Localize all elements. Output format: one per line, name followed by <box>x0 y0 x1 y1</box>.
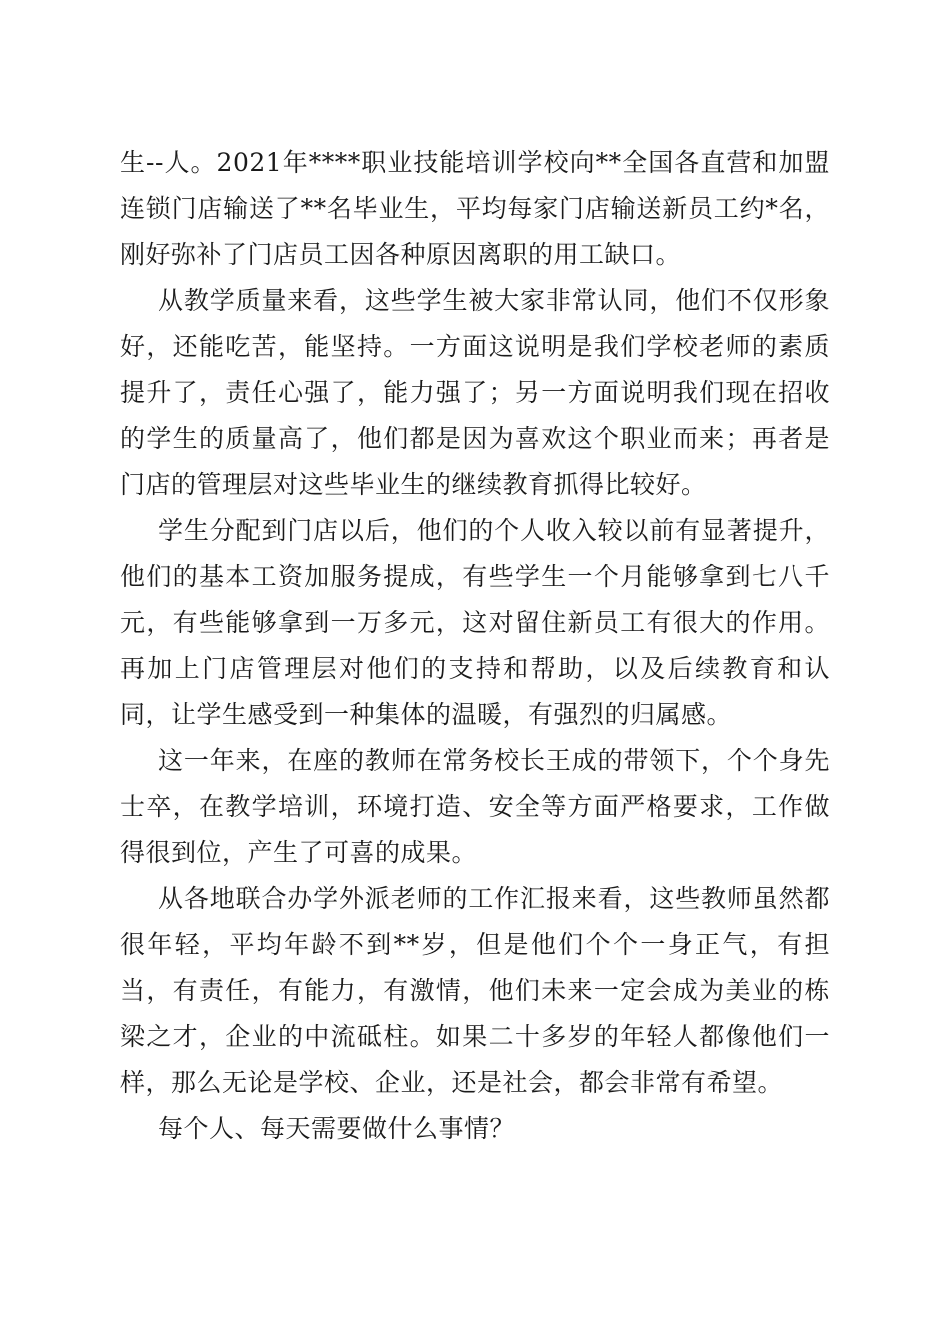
document-body <box>120 140 830 1152</box>
paragraph-dispatched-teachers: 从各地联合办学外派老师的工作汇报来看，这些教师虽然都很年轻，平均年龄不到**岁，但是他们个个一身正气，有担当，有责任，有能力，有激情，他们未来一定会成为美业的栋梁之才，企业的中流砥柱。如果二十多岁的年轻人都像他们一样，那么无论是学校、企业，还是社会，都会非常有希望。 <box>120 884 830 1097</box>
paragraph-teaching-quality: 从教学质量来看，这些学生被大家非常认同，他们不仅形象好，还能吃苦，能坚持。一方面这说明是我们学校老师的素质提升了，责任心强了，能力强了；另一方面说明我们现在招收的学生的质量高了，他们都是因为喜欢这个职业而来；再者是门店的管理层对这些毕业生的继续教育抓得比较好。 <box>120 286 830 499</box>
paragraph-student-income: 学生分配到门店以后，他们的个人收入较以前有显著提升，他们的基本工资加服务提成，有些学生一个月能够拿到七八千元，有些能够拿到一万多元，这对留住新员工有很大的作用。再加上门店管理层对他们的支持和帮助，以及后续教育和认同，让学生感受到一种集体的温暖，有强烈的归属感。 <box>120 516 830 729</box>
paragraph-teachers-year: 这一年来，在座的教师在常务校长王成的带领下，个个身先士卒，在教学培训，环境打造、安全等方面严格要求，工作做得很到位，产生了可喜的成果。 <box>120 746 830 867</box>
paragraph-daily-question: 每个人、每天需要做什么事情？ <box>158 1114 516 1143</box>
paragraph-continuation: 生--人。2021年****职业技能培训学校向**全国各直营和加盟连锁门店输送了**名毕业生，平均每家门店输送新员工约*名，刚好弥补了门店员工因各种原因离职的用工缺口。 <box>120 148 830 269</box>
